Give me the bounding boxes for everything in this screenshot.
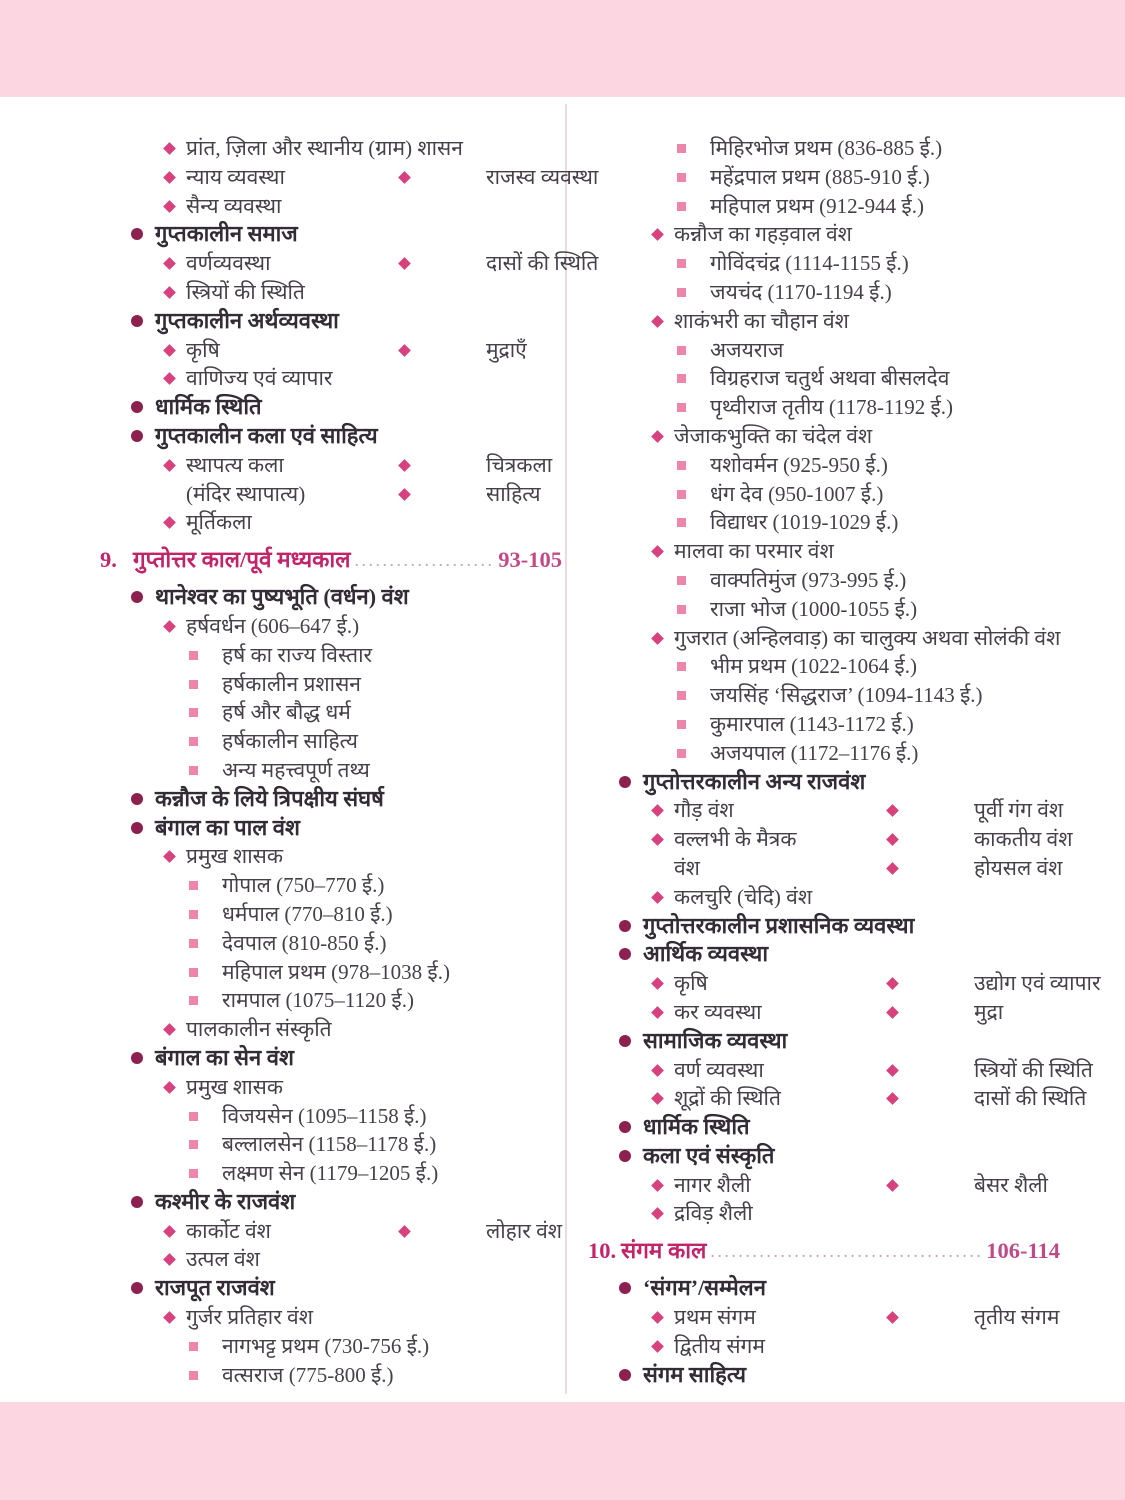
toc-entry-row [100, 220, 562, 249]
toc-entry-row [100, 641, 562, 670]
entry-text: कुमारपाल (1143-1172 ई.) [710, 711, 914, 736]
entry-text: गुप्तोत्तरकालीन प्रशासनिक व्यवस्था [643, 912, 915, 938]
square-bullet-icon [677, 490, 686, 499]
toc-entry-row [588, 854, 1063, 883]
entry-text: साहित्य [486, 481, 541, 506]
entry-text: पालकालीन संस्कृति [186, 1017, 332, 1042]
entry-text: राजपूत राजवंश [155, 1275, 275, 1301]
entry-text: वंश [674, 855, 700, 880]
dot-leader [710, 1228, 982, 1274]
entry-text: द्रविड़ शैली [674, 1201, 753, 1226]
entry-text: रामपाल (1075–1120 ई.) [222, 988, 414, 1013]
square-bullet-icon [677, 288, 686, 297]
toc-entry-secondary [400, 1217, 562, 1246]
entry-text: गुप्तकालीन अर्थव्यवस्था [155, 307, 339, 333]
toc-entry-row [588, 508, 1060, 537]
toc-entry-row [100, 756, 562, 785]
circle-bullet-icon [619, 920, 631, 932]
toc-entry-secondary [400, 451, 552, 480]
toc-entry-row [588, 768, 1060, 797]
toc-entry-row [100, 958, 562, 987]
toc-entry-secondary [888, 825, 1073, 854]
entry-text: कन्नौज के लिये त्रिपक्षीय संघर्ष [155, 785, 384, 811]
entry-text: हर्षकालीन प्रशासन [222, 671, 361, 696]
toc-entry-row [588, 595, 1060, 624]
section-number: 10. [588, 1238, 617, 1264]
column-divider [565, 104, 567, 1394]
toc-entry-row [100, 612, 562, 641]
entry-text: अजयपाल (1172–1176 ई.) [710, 740, 919, 765]
circle-bullet-icon [619, 1121, 631, 1133]
circle-bullet-icon [619, 1369, 631, 1381]
toc-left-column [100, 134, 599, 1389]
square-bullet-icon [189, 1169, 198, 1178]
square-bullet-icon [189, 996, 198, 1005]
toc-entry-row [588, 998, 1060, 1027]
entry-text: कलचुरि (चेदि) वंश [674, 884, 813, 909]
square-bullet-icon [677, 374, 686, 383]
toc-entry-row [100, 451, 562, 480]
toc-entry-row [100, 278, 562, 307]
entry-text: द्वितीय संगम [674, 1333, 765, 1358]
toc-entry-row [588, 192, 1060, 221]
entry-text: जयचंद (1170-1194 ई.) [710, 279, 892, 304]
toc-entry-row [100, 364, 562, 393]
toc-entry-row [588, 1171, 1060, 1200]
toc-entry-row [100, 249, 599, 278]
entry-text: गुप्तकालीन कला एवं साहित्य [155, 422, 378, 448]
entry-text: गोपाल (750–770 ई.) [222, 873, 385, 898]
square-bullet-icon [677, 691, 686, 700]
square-bullet-icon [677, 576, 686, 585]
toc-entry-row [100, 842, 562, 871]
toc-entry-row [588, 652, 1060, 681]
toc-entry-row [100, 1044, 562, 1073]
entry-text: गुजरात (अन्हिलवाड़) का चालुक्य अथवा सोलंकी वंश [674, 625, 1061, 650]
entry-text: महेंद्रपाल प्रथम (885-910 ई.) [710, 164, 930, 189]
toc-entry-row [100, 1159, 562, 1188]
entry-text: स्त्रियों की स्थिति [186, 279, 305, 304]
toc-section-row [588, 1228, 1060, 1274]
square-bullet-icon [189, 737, 198, 746]
entry-text: गुप्तोत्तरकालीन अन्य राजवंश [643, 768, 866, 794]
circle-bullet-icon [131, 1052, 143, 1064]
square-bullet-icon [189, 968, 198, 977]
toc-entry-row [588, 681, 1060, 710]
toc-entry-secondary [888, 854, 1062, 883]
page-range: 106-114 [986, 1238, 1060, 1264]
circle-bullet-icon [131, 315, 143, 327]
toc-entry-row [100, 1217, 562, 1246]
square-bullet-icon [189, 1112, 198, 1121]
toc-entry-secondary [400, 336, 527, 365]
entry-text: विद्याधर (1019-1029 ई.) [710, 510, 899, 535]
entry-text: वाणिज्य एवं व्यापार [186, 366, 333, 391]
entry-text: होयसल वंश [974, 855, 1063, 880]
entry-text: लक्ष्मण सेन (1179–1205 ई.) [222, 1161, 439, 1186]
entry-text: धार्मिक स्थिति [643, 1114, 750, 1140]
entry-text: वर्ण व्यवस्था [674, 1057, 764, 1082]
square-bullet-icon [677, 144, 686, 153]
toc-entry-row [100, 785, 562, 814]
toc-entry-row [588, 134, 1060, 163]
entry-text: वाक्पतिमुंज (973-995 ई.) [710, 567, 907, 592]
square-bullet-icon [189, 651, 198, 660]
circle-bullet-icon [131, 793, 143, 805]
entry-text: लोहार वंश [486, 1218, 563, 1243]
entry-text: मुद्राएँ [486, 337, 527, 362]
entry-text: मालवा का परमार वंश [674, 539, 834, 564]
entry-text: उत्पल वंश [186, 1247, 260, 1272]
toc-entry-row [588, 1084, 1087, 1113]
toc-entry-row [100, 814, 562, 843]
entry-text: दासों की स्थिति [974, 1086, 1087, 1111]
toc-entry-row [588, 825, 1073, 854]
toc-entry-row [100, 1361, 562, 1390]
toc-entry-row [588, 163, 1060, 192]
entry-text: बल्लालसेन (1158–1178 ई.) [222, 1132, 437, 1157]
entry-text: काकतीय वंश [974, 827, 1073, 852]
entry-text: भीम प्रथम (1022-1064 ई.) [710, 654, 917, 679]
toc-entry-row [100, 307, 562, 336]
toc-entry-secondary [400, 249, 598, 278]
entry-text: बंगाल का सेन वंश [155, 1044, 294, 1070]
entry-text: गोविंदचंद्र (1114-1155 ई.) [710, 251, 909, 276]
entry-text: अन्य महत्त्वपूर्ण तथ्य [222, 757, 370, 782]
toc-entry-row [588, 796, 1064, 825]
toc-entry-row [100, 698, 562, 727]
entry-text: संगम साहित्य [643, 1361, 747, 1387]
toc-entry-row [588, 336, 1060, 365]
toc-entry-secondary [888, 1056, 1093, 1085]
entry-text: प्रांत, ज़िला और स्थानीय (ग्राम) शासन [186, 136, 463, 160]
square-bullet-icon [189, 766, 198, 775]
entry-text: देवपाल (810-850 ई.) [222, 930, 387, 955]
circle-bullet-icon [131, 430, 143, 442]
square-bullet-icon [677, 749, 686, 758]
toc-entry-row [100, 1073, 562, 1102]
circle-bullet-icon [131, 1196, 143, 1208]
square-bullet-icon [677, 173, 686, 182]
toc-entry-row [588, 393, 1060, 422]
entry-text: नागभट्ट प्रथम (730-756 ई.) [222, 1333, 430, 1358]
entry-text: धार्मिक स्थिति [155, 394, 262, 420]
entry-text: पृथ्वीराज तृतीय (1178-1192 ई.) [710, 395, 954, 420]
entry-text: कश्मीर के राजवंश [155, 1188, 296, 1214]
toc-entry-secondary [888, 1084, 1086, 1113]
toc-entry-row [100, 900, 562, 929]
entry-text: शाकंभरी का चौहान वंश [674, 308, 849, 333]
toc-entry-row [100, 1332, 562, 1361]
toc-entry-row [588, 220, 1060, 249]
entry-text: प्रमुख शासक [186, 844, 283, 869]
top-pink-band [0, 0, 1125, 97]
toc-entry-row [100, 1015, 562, 1044]
entry-text: प्रथम संगम [674, 1305, 756, 1330]
square-bullet-icon [677, 403, 686, 412]
entry-text: गौड़ वंश [674, 798, 734, 823]
entry-text: न्याय व्यवस्था [186, 164, 285, 189]
toc-entry-row [588, 1027, 1060, 1056]
toc-entry-row [100, 1188, 562, 1217]
toc-entry-row [588, 1332, 1060, 1361]
toc-entry-row [100, 508, 562, 537]
toc-entry-row [100, 422, 562, 451]
dot-leader [354, 537, 494, 583]
square-bullet-icon [677, 202, 686, 211]
square-bullet-icon [189, 708, 198, 717]
toc-entry-secondary [400, 480, 541, 509]
entry-text: सैन्य व्यवस्था [186, 193, 282, 218]
toc-entry-row [588, 537, 1060, 566]
entry-text: थानेश्वर का पुष्यभूति (वर्धन) वंश [155, 584, 409, 610]
toc-entry-row [588, 566, 1060, 595]
toc-entry-secondary [888, 1171, 1048, 1200]
entry-text: ‘संगम’/सम्मेलन [643, 1275, 766, 1301]
toc-entry-row [100, 986, 562, 1015]
entry-text: मुद्रा [974, 999, 1004, 1024]
entry-text: प्रमुख शासक [186, 1074, 283, 1099]
toc-entry-row [588, 1361, 1060, 1390]
square-bullet-icon [189, 1371, 198, 1380]
toc-entry-secondary [888, 969, 1101, 998]
toc-entry-row [100, 163, 599, 192]
toc-entry-row [588, 364, 1060, 393]
toc-entry-row [588, 1142, 1060, 1171]
entry-text: कृषि [674, 971, 708, 996]
square-bullet-icon [677, 518, 686, 527]
square-bullet-icon [677, 461, 686, 470]
entry-text: यशोवर्मन (925-950 ई.) [710, 452, 888, 477]
entry-text: तृतीय संगम [974, 1305, 1060, 1330]
toc-entry-row [100, 583, 562, 612]
entry-text: पूर्वी गंग वंश [974, 798, 1064, 823]
toc-entry-row [100, 871, 562, 900]
toc-entry-row [100, 670, 562, 699]
entry-text: कार्कोट वंश [186, 1218, 271, 1243]
toc-entry-row [588, 739, 1060, 768]
toc-entry-row [588, 969, 1101, 998]
entry-text: गुप्तकालीन समाज [155, 221, 298, 247]
square-bullet-icon [677, 662, 686, 671]
entry-text: राजस्व व्यवस्था [486, 164, 599, 189]
toc-entry-row [100, 480, 562, 509]
entry-text: स्त्रियों की स्थिति [974, 1057, 1093, 1082]
entry-text: (मंदिर स्थापात्य) [186, 481, 306, 506]
section-title: गुप्तोत्तर काल/पूर्व मध्यकाल [133, 547, 351, 573]
circle-bullet-icon [131, 822, 143, 834]
section-number: 9. [100, 547, 117, 573]
toc-entry-row [100, 929, 562, 958]
toc-entry-row [588, 1303, 1060, 1332]
entry-text: वल्लभी के मैत्रक [674, 827, 797, 852]
entry-text: सामाजिक व्यवस्था [643, 1027, 788, 1053]
toc-entry-row [588, 249, 1060, 278]
entry-text: कला एवं संस्कृति [643, 1142, 775, 1168]
toc-entry-secondary [888, 1303, 1059, 1332]
toc-entry-row [100, 1102, 562, 1131]
toc-entry-row [588, 307, 1060, 336]
toc-entry-row [100, 727, 562, 756]
square-bullet-icon [189, 939, 198, 948]
square-bullet-icon [189, 1342, 198, 1351]
square-bullet-icon [677, 720, 686, 729]
square-bullet-icon [677, 346, 686, 355]
entry-text: धंग देव (950-1007 ई.) [710, 481, 884, 506]
toc-entry-row [100, 1303, 562, 1332]
toc-entry-row [100, 134, 562, 163]
entry-text: हर्षकालीन साहित्य [222, 729, 358, 754]
entry-text: जयसिंह ‘सिद्धराज’ (1094-1143 ई.) [710, 683, 983, 708]
square-bullet-icon [189, 680, 198, 689]
entry-text: महिपाल प्रथम (978–1038 ई.) [222, 959, 450, 984]
entry-text: नागर शैली [674, 1172, 751, 1197]
entry-text: राजा भोज (1000-1055 ई.) [710, 596, 918, 621]
entry-text: बेसर शैली [974, 1172, 1048, 1197]
toc-entry-secondary [400, 163, 598, 192]
entry-text: बंगाल का पाल वंश [155, 814, 300, 840]
entry-text: वर्णव्यवस्था [186, 251, 271, 276]
entry-text: उद्योग एवं व्यापार [974, 971, 1101, 996]
square-bullet-icon [189, 881, 198, 890]
entry-text: कृषि [186, 337, 220, 362]
toc-entry-secondary [888, 998, 1003, 1027]
entry-text: आर्थिक व्यवस्था [643, 941, 769, 967]
toc-entry-row [588, 451, 1060, 480]
toc-entry-row [588, 710, 1060, 739]
entry-text: मूर्तिकला [186, 510, 252, 535]
toc-right-column [588, 134, 1101, 1389]
entry-text: अजयराज [710, 337, 784, 362]
toc-entry-row [100, 1274, 562, 1303]
circle-bullet-icon [619, 776, 631, 788]
circle-bullet-icon [619, 1035, 631, 1047]
page-range: 93-105 [498, 547, 562, 573]
toc-entry-row [100, 393, 562, 422]
entry-text: दासों की स्थिति [486, 251, 599, 276]
toc-section-row [100, 537, 562, 583]
entry-text: हर्ष का राज्य विस्तार [222, 642, 373, 667]
entry-text: चित्रकला [486, 452, 553, 477]
entry-text: विजयसेन (1095–1158 ई.) [222, 1103, 427, 1128]
entry-text: मिहिरभोज प्रथम (836-885 ई.) [710, 136, 943, 160]
toc-entry-row [588, 883, 1060, 912]
toc-entry-row [100, 1130, 562, 1159]
entry-text: महिपाल प्रथम (912-944 ई.) [710, 193, 924, 218]
circle-bullet-icon [619, 1150, 631, 1162]
section-title: संगम काल [621, 1238, 707, 1264]
toc-entry-row [588, 1056, 1093, 1085]
entry-text: कर व्यवस्था [674, 999, 762, 1024]
toc-entry-secondary [888, 796, 1063, 825]
entry-text: धर्मपाल (770–810 ई.) [222, 901, 393, 926]
toc-entry-row [100, 192, 562, 221]
toc-entry-row [588, 624, 1060, 653]
entry-text: विग्रहराज चतुर्थ अथवा बीसलदेव [710, 366, 950, 391]
toc-entry-row [588, 278, 1060, 307]
toc-entry-row [588, 1113, 1060, 1142]
toc-entry-row [588, 1199, 1060, 1228]
toc-entry-row [588, 480, 1060, 509]
square-bullet-icon [677, 605, 686, 614]
square-bullet-icon [189, 1140, 198, 1149]
entry-text: वत्सराज (775-800 ई.) [222, 1362, 394, 1387]
bottom-pink-band [0, 1402, 1125, 1500]
entry-text: स्थापत्य कला [186, 452, 284, 477]
square-bullet-icon [677, 259, 686, 268]
toc-entry-row [588, 422, 1060, 451]
toc-entry-row [588, 940, 1060, 969]
square-bullet-icon [189, 910, 198, 919]
entry-text: कन्नौज का गहड़वाल वंश [674, 222, 852, 247]
toc-entry-row [100, 336, 562, 365]
entry-text: जेजाकभुक्ति का चंदेल वंश [674, 423, 873, 448]
entry-text: हर्षवर्धन (606–647 ई.) [186, 613, 360, 638]
entry-text: हर्ष और बौद्ध धर्म [222, 700, 351, 725]
toc-entry-row [588, 912, 1060, 941]
entry-text: शूद्रों की स्थिति [674, 1086, 781, 1111]
entry-text: गुर्जर प्रतिहार वंश [186, 1305, 313, 1330]
toc-entry-row [100, 1245, 562, 1274]
toc-entry-row [588, 1274, 1060, 1303]
